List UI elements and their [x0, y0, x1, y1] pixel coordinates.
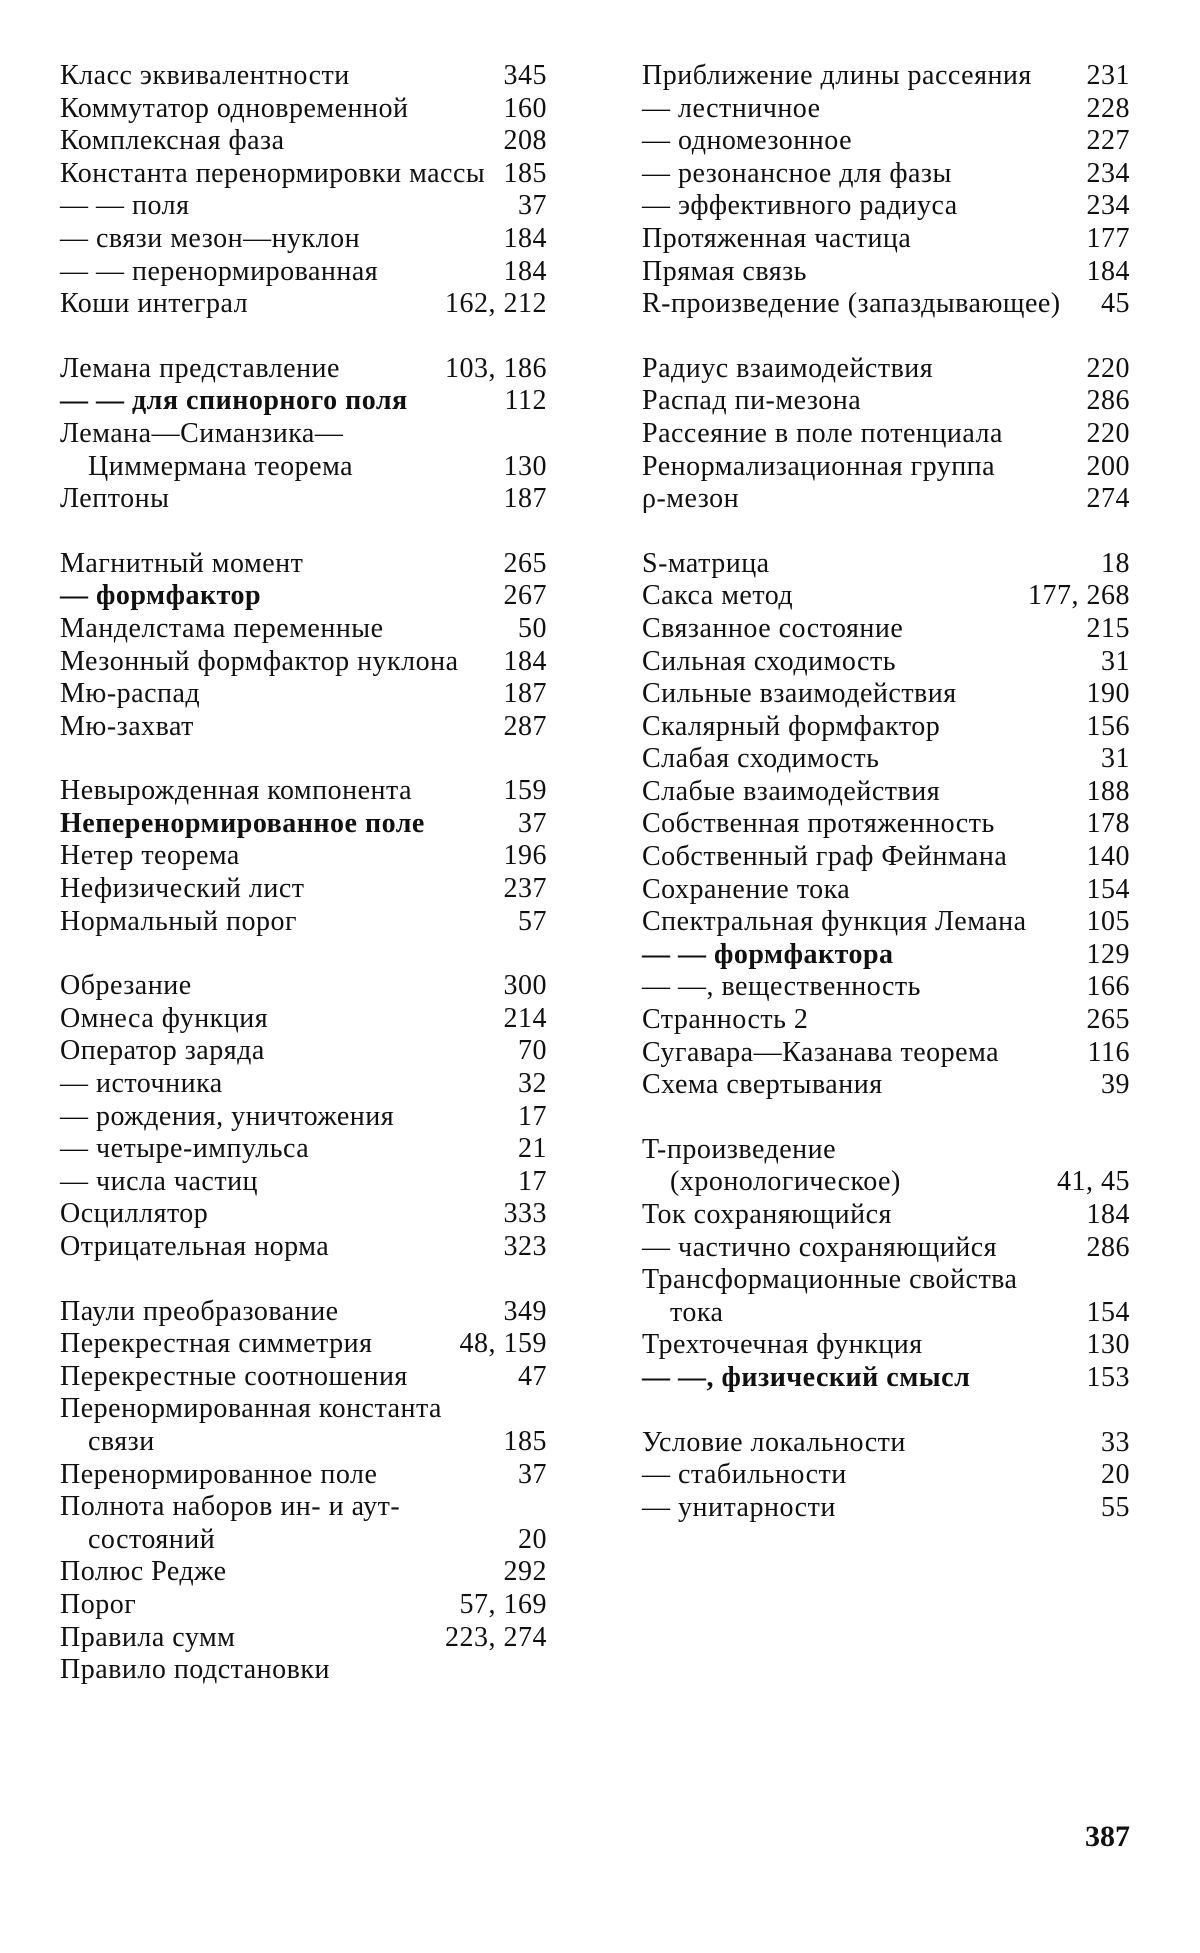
index-entry	[60, 613, 547, 646]
index-entry	[642, 1492, 1130, 1525]
index-page-ref: 333	[503, 1198, 547, 1230]
index-entry	[60, 1328, 547, 1361]
index-page-ref: 196	[503, 840, 547, 872]
index-term: Условие локальности	[642, 1426, 906, 1458]
index-term: Нормальный порог	[60, 905, 297, 937]
index-page-ref: 267	[503, 580, 547, 612]
index-page-ref: 287	[503, 710, 547, 742]
index-entry	[60, 125, 547, 158]
index-term: Нетер теорема	[60, 840, 240, 872]
index-entry	[60, 1393, 547, 1458]
index-page-ref: 20	[1101, 1459, 1130, 1491]
index-term: Схема свертывания	[642, 1069, 883, 1101]
index-term: — стабильности	[642, 1459, 847, 1491]
index-page-ref: 220	[1086, 417, 1130, 449]
index-page-ref: 162, 212	[445, 288, 547, 320]
index-entry	[60, 1491, 547, 1556]
index-entry	[60, 808, 547, 841]
index-page-ref: 130	[503, 450, 547, 482]
index-entry	[60, 548, 547, 581]
index-entry	[642, 1264, 1130, 1329]
index-term: Перекрестные соотношения	[60, 1360, 408, 1392]
index-entry	[60, 1068, 547, 1101]
index-term: Ток сохраняющийся	[642, 1199, 892, 1230]
index-term: Перенормированное поле	[60, 1458, 378, 1490]
index-term: — —, вещественность	[642, 971, 921, 1003]
index-entry	[642, 418, 1130, 451]
index-entry	[642, 939, 1130, 972]
index-group	[60, 353, 547, 516]
index-term: Приближение длины рассеяния	[642, 60, 1032, 91]
index-page-ref: 286	[1086, 385, 1130, 417]
page-number: 387	[1085, 1820, 1130, 1853]
index-term: — — для спинорного поля	[60, 385, 408, 417]
index-entry	[60, 418, 547, 483]
index-entry	[60, 1166, 547, 1199]
index-page-ref: 37	[518, 1458, 547, 1490]
index-page-ref: 184	[1086, 1199, 1130, 1230]
index-page-ref: 130	[1086, 1329, 1130, 1361]
index-term: Мю-захват	[60, 710, 194, 742]
index-entry	[642, 1232, 1130, 1265]
index-term: Полнота наборов ин- и аут-состояний	[60, 1491, 401, 1555]
index-term: Сугавара—Казанава теорема	[642, 1036, 1000, 1068]
index-entry	[60, 223, 547, 256]
index-page-ref: 265	[503, 547, 547, 579]
index-entry	[642, 613, 1130, 646]
index-group	[642, 353, 1130, 516]
index-term: Магнитный момент	[60, 547, 304, 579]
index-term: — эффективного радиуса	[642, 190, 958, 222]
index-page-ref: 178	[1086, 808, 1130, 840]
index-term: R-произведение (запаздывающее)	[642, 288, 1061, 320]
index-term: Паули преобразование	[60, 1295, 339, 1327]
index-term: Протяженная частица	[642, 222, 912, 254]
index-term: Полюс Редже	[60, 1556, 227, 1588]
index-page-ref: 234	[1086, 157, 1130, 189]
index-page-ref: 57, 169	[459, 1588, 547, 1620]
index-entry	[642, 1459, 1130, 1492]
index-term: Манделстама переменные	[60, 612, 384, 644]
index-entry	[642, 906, 1130, 939]
index-entry	[642, 256, 1130, 289]
index-entry	[642, 1004, 1130, 1037]
index-entry	[60, 256, 547, 289]
index-page-ref: 48, 159	[459, 1328, 547, 1360]
index-term: — числа частиц	[60, 1165, 259, 1197]
index-entry	[60, 385, 547, 418]
index-page-ref: 177	[1086, 222, 1130, 254]
index-entry	[642, 1134, 1130, 1199]
index-term: — — перенормированная	[60, 255, 379, 287]
index-entry	[60, 580, 547, 613]
index-entry	[642, 580, 1130, 613]
index-page-ref: 188	[1086, 775, 1130, 807]
index-entry	[60, 775, 547, 808]
index-page-ref: 20	[518, 1523, 547, 1555]
index-page-ref: 45	[1101, 288, 1130, 320]
index-term: Спектральная функция Лемана	[642, 906, 1027, 938]
index-page-ref: 70	[518, 1035, 547, 1067]
index-term: Радиус взаимодействия	[642, 352, 934, 384]
index-entry	[60, 483, 547, 516]
index-term: — унитарности	[642, 1491, 836, 1523]
index-entry	[642, 1199, 1130, 1232]
index-page-ref: 32	[518, 1068, 547, 1100]
index-term: Комплексная фаза	[60, 125, 285, 157]
index-group	[642, 548, 1130, 1102]
index-entry	[642, 385, 1130, 418]
index-page-ref: 103, 186	[445, 352, 547, 384]
index-term: Сильная сходимость	[642, 645, 896, 677]
index-entry	[60, 1003, 547, 1036]
index-entry	[642, 93, 1130, 126]
index-page-ref: 292	[503, 1556, 547, 1588]
index-entry	[60, 1654, 547, 1687]
index-entry	[60, 906, 547, 939]
index-page-ref: 214	[503, 1002, 547, 1034]
index-term: — четыре-импульса	[60, 1133, 310, 1165]
index-entry	[60, 60, 547, 93]
index-entry	[642, 1427, 1130, 1460]
index-term: — резонансное для фазы	[642, 157, 952, 189]
index-term: T-произведение (хронологическое)	[642, 1133, 901, 1198]
index-term: Странность 2	[642, 1004, 809, 1036]
index-page-ref: 55	[1101, 1491, 1130, 1523]
index-entry	[642, 125, 1130, 158]
index-entry	[60, 1133, 547, 1166]
index-entry	[60, 646, 547, 679]
index-entry	[60, 1296, 547, 1329]
index-entry	[642, 841, 1130, 874]
index-entry	[642, 158, 1130, 191]
index-term: Слабая сходимость	[642, 743, 880, 775]
index-page-ref: 37	[518, 807, 547, 839]
index-term: Трехточечная функция	[642, 1329, 923, 1361]
index-page-ref: 234	[1086, 190, 1130, 222]
index-term: — частично сохраняющийся	[642, 1231, 997, 1263]
index-entry	[642, 1329, 1130, 1362]
index-term: — связи мезон—нуклон	[60, 222, 361, 254]
index-term: Невырожденная компонента	[60, 775, 413, 807]
index-entry	[642, 483, 1130, 516]
index-page-ref: 129	[1086, 938, 1130, 970]
index-group	[60, 548, 547, 744]
index-page-ref: 166	[1086, 971, 1130, 1003]
index-entry	[642, 1069, 1130, 1102]
index-term: Собственный граф Фейнмана	[642, 841, 1008, 873]
index-term: Лемана представление	[60, 352, 340, 384]
index-page-ref: 274	[1086, 483, 1130, 515]
index-page-ref: 33	[1101, 1426, 1130, 1458]
index-term: Мю-распад	[60, 678, 201, 710]
index-page-ref: 39	[1101, 1069, 1130, 1101]
index-entry	[642, 808, 1130, 841]
index-page-ref: 153	[1086, 1361, 1130, 1393]
index-page-ref: 231	[1086, 60, 1130, 91]
index-entry	[60, 158, 547, 191]
index-page-ref: 116	[1087, 1036, 1130, 1068]
index-page-ref: 112	[504, 385, 547, 417]
index-entry	[642, 60, 1130, 93]
index-page-ref: 187	[503, 678, 547, 710]
index-page-ref: 47	[518, 1360, 547, 1392]
index-entry	[642, 711, 1130, 744]
index-term: Сохранение тока	[642, 873, 851, 905]
index-group	[60, 970, 547, 1263]
index-entry	[642, 1362, 1130, 1395]
index-term: Сильные взаимодействия	[642, 678, 957, 710]
index-entry	[60, 1622, 547, 1655]
index-group	[60, 775, 547, 938]
index-entry	[60, 711, 547, 744]
index-term: Слабые взаимодействия	[642, 775, 941, 807]
index-term: Мезонный формфактор нуклона	[60, 645, 459, 677]
index-entry	[60, 93, 547, 126]
index-entry	[642, 288, 1130, 321]
index-page-ref: 286	[1086, 1231, 1130, 1263]
index-entry	[642, 678, 1130, 711]
index-entry	[642, 190, 1130, 223]
index-term: — рождения, уничтожения	[60, 1100, 395, 1132]
index-entry	[642, 776, 1130, 809]
index-entry	[60, 1035, 547, 1068]
index-page-ref: 31	[1101, 645, 1130, 677]
index-entry	[60, 970, 547, 1003]
index-term: Лептоны	[60, 483, 170, 515]
index-entry	[642, 548, 1130, 581]
index-page-ref: 31	[1101, 743, 1130, 775]
index-page-ref: 160	[503, 92, 547, 124]
index-term: — — поля	[60, 190, 190, 222]
index-page-ref: 227	[1086, 125, 1130, 157]
index-page-ref: 208	[503, 125, 547, 157]
index-entry	[60, 1198, 547, 1231]
index-entry	[642, 646, 1130, 679]
index-entry	[60, 1589, 547, 1622]
index-page-ref: 215	[1086, 612, 1130, 644]
index-page-ref: 190	[1086, 678, 1130, 710]
index-term: Нефизический лист	[60, 873, 305, 905]
index-page-ref: 187	[503, 483, 547, 515]
index-page-ref: 184	[1086, 255, 1130, 287]
index-group	[642, 1134, 1130, 1395]
index-page-ref: 345	[503, 60, 547, 91]
index-entry	[642, 971, 1130, 1004]
index-term: Порог	[60, 1588, 137, 1620]
index-page-ref: 159	[503, 775, 547, 807]
index-page-ref: 185	[503, 157, 547, 189]
index-term: Коммутатор одновременной	[60, 92, 409, 124]
index-page-ref: 50	[518, 612, 547, 644]
index-entry	[60, 678, 547, 711]
index-term: — источника	[60, 1068, 223, 1100]
index-term: Трансформационные свойства тока	[642, 1264, 1018, 1328]
index-page-ref: 21	[518, 1133, 547, 1165]
index-term: Рассеяние в поле потенциала	[642, 417, 1003, 449]
index-term: Перекрестная симметрия	[60, 1328, 373, 1360]
index-entry	[642, 1037, 1130, 1070]
index-term: — одномезонное	[642, 125, 853, 157]
index-term: Обрезание	[60, 970, 192, 1002]
index-term: Оператор заряда	[60, 1035, 265, 1067]
index-term: Связанное состояние	[642, 612, 904, 644]
index-column-left	[60, 60, 547, 1719]
index-term: Сакса метод	[642, 580, 794, 612]
index-term: Омнеса функция	[60, 1002, 269, 1034]
index-term: Правила сумм	[60, 1621, 236, 1653]
index-page-ref: 37	[518, 190, 547, 222]
index-page-ref: 228	[1086, 92, 1130, 124]
index-entry	[60, 1101, 547, 1134]
index-page-ref: 185	[503, 1425, 547, 1457]
index-group	[642, 60, 1130, 321]
index-page-ref: 156	[1086, 710, 1130, 742]
index-term: — формфактор	[60, 580, 262, 612]
index-page-ref: 17	[518, 1165, 547, 1197]
index-term: Осциллятор	[60, 1198, 209, 1230]
index-entry	[642, 353, 1130, 386]
index-term: Прямая связь	[642, 255, 807, 287]
index-term: Отрицательная норма	[60, 1231, 330, 1262]
index-page-ref: 220	[1086, 352, 1130, 384]
index-group	[642, 1427, 1130, 1525]
index-term: Ренормализационная группа	[642, 450, 996, 482]
index-page-ref: 177, 268	[1028, 580, 1130, 612]
index-term: Константа перенормировки массы	[60, 157, 486, 189]
index-page-ref: 17	[518, 1100, 547, 1132]
index-page-ref: 184	[503, 255, 547, 287]
index-page-ref: 300	[503, 970, 547, 1002]
index-page-ref: 184	[503, 222, 547, 254]
index-page-ref: 237	[503, 873, 547, 905]
index-page-ref: 41, 45	[1057, 1166, 1130, 1198]
index-page-ref: 140	[1086, 841, 1130, 873]
index-page-ref: 323	[503, 1231, 547, 1262]
index-term: Правило подстановки	[60, 1654, 330, 1686]
index-page-ref: 18	[1101, 547, 1130, 579]
index-entry	[60, 1231, 547, 1264]
index-term: — лестничное	[642, 92, 821, 124]
index-term: S-матрица	[642, 547, 770, 579]
index-page-ref: 265	[1086, 1004, 1130, 1036]
index-term: Класс эквивалентности	[60, 60, 350, 91]
index-term: ρ-мезон	[642, 483, 740, 515]
index-entry	[642, 451, 1130, 484]
index-group	[60, 60, 547, 321]
index-page-ref: 349	[503, 1295, 547, 1327]
index-page-ref: 184	[503, 645, 547, 677]
index-page-ref: 105	[1086, 906, 1130, 938]
index-entry	[60, 873, 547, 906]
index-page-ref: 223, 274	[445, 1621, 547, 1653]
index-entry	[642, 743, 1130, 776]
index-entry	[60, 1556, 547, 1589]
index-entry	[60, 353, 547, 386]
index-column-right	[642, 60, 1130, 1556]
index-entry	[60, 288, 547, 321]
index-term: — —, физический смысл	[642, 1361, 971, 1393]
index-page-ref: 154	[1086, 1296, 1130, 1328]
index-page-ref: 154	[1086, 873, 1130, 905]
index-entry	[60, 840, 547, 873]
index-term: Коши интеграл	[60, 288, 249, 320]
index-entry	[60, 190, 547, 223]
index-term: — — формфактора	[642, 938, 894, 970]
index-term: Распад пи-мезона	[642, 385, 862, 417]
index-entry	[60, 1459, 547, 1492]
index-term: Перенормированная константа связи	[60, 1393, 442, 1457]
index-entry	[642, 874, 1130, 907]
index-term: Неперенормированное поле	[60, 807, 425, 839]
index-page-ref: 200	[1086, 450, 1130, 482]
index-group	[60, 1296, 547, 1687]
index-term: Лемана—Симанзика—Циммермана теорема	[60, 417, 354, 482]
index-entry	[60, 1361, 547, 1394]
index-page-ref: 57	[518, 905, 547, 937]
index-entry	[642, 223, 1130, 256]
index-term: Собственная протяженность	[642, 808, 995, 840]
index-term: Скалярный формфактор	[642, 710, 941, 742]
